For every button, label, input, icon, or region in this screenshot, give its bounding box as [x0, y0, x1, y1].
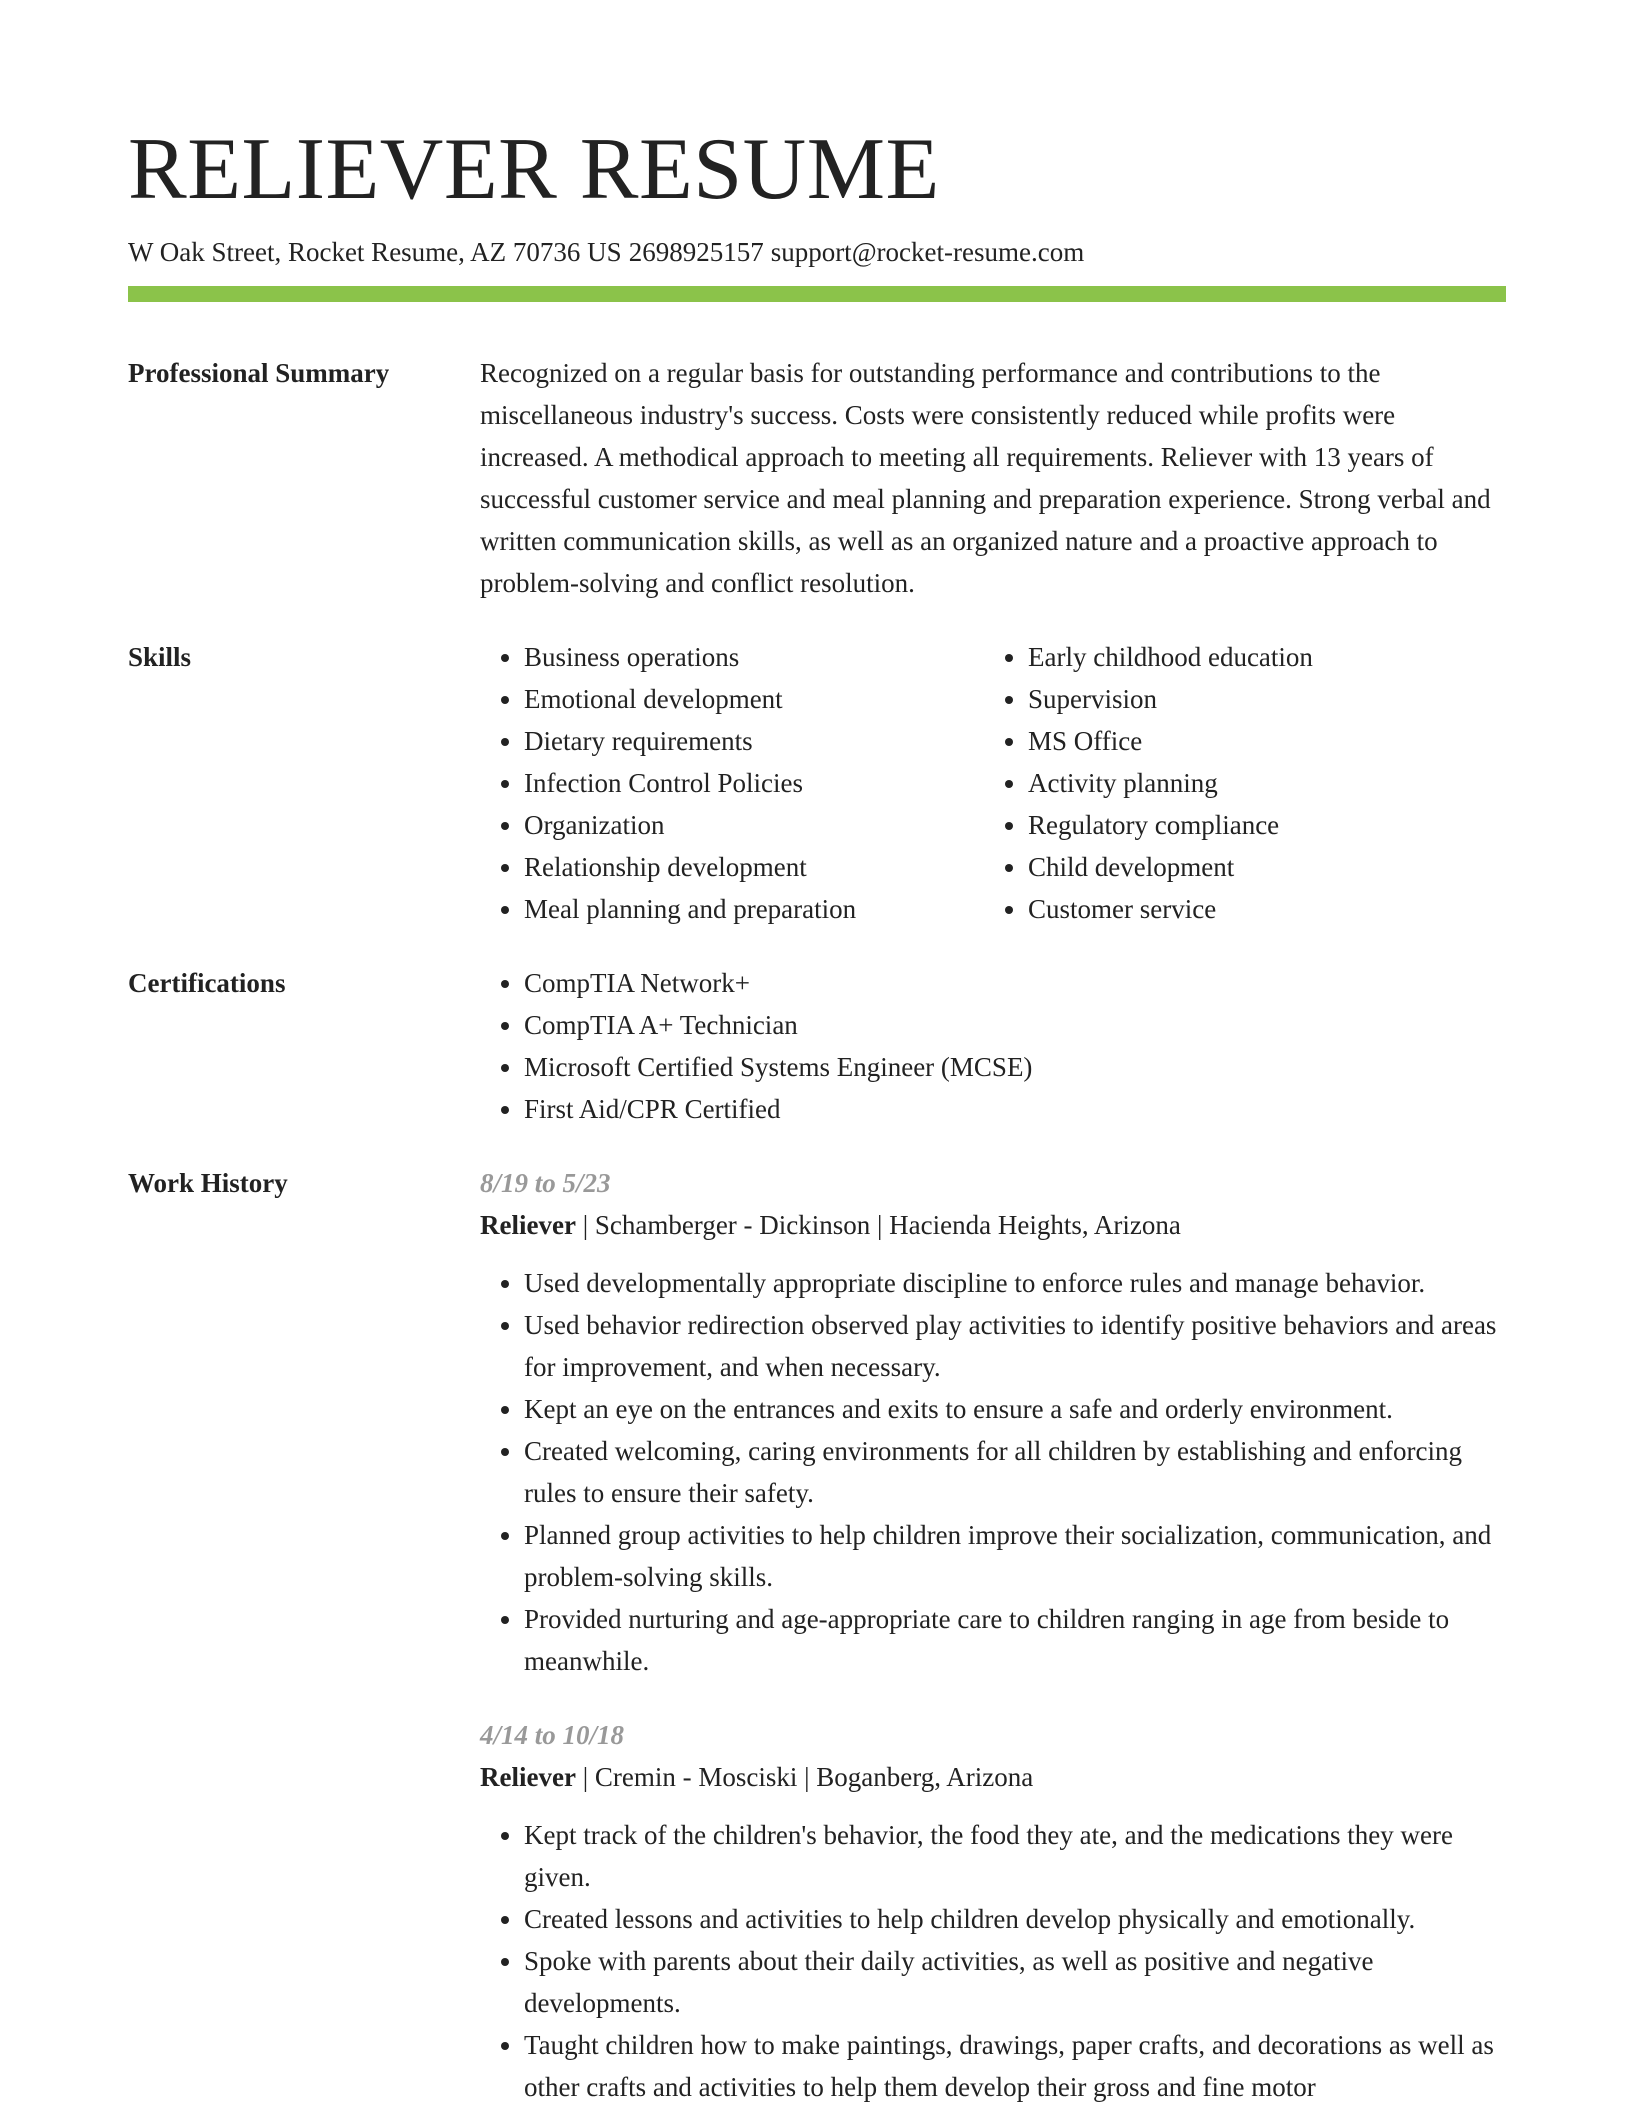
skill-item: • Meal planning and preparation — [524, 888, 984, 930]
certification-item: • First Aid/CPR Certified — [524, 1088, 1506, 1130]
job-dates: 4/14 to 10/18 — [480, 1720, 625, 1750]
skill-item: • Regulatory compliance — [1028, 804, 1488, 846]
contact-address: W Oak Street, Rocket Resume, AZ 70736 US — [128, 237, 622, 267]
skill-item: • Emotional development — [524, 678, 984, 720]
section-label: Skills — [128, 642, 192, 672]
work-history-body — [480, 1162, 1506, 2108]
resume-name: RELIEVER RESUME — [128, 121, 940, 218]
job-bullet: • Spoke with parents about their daily activities, as well as positive and negative developments. — [524, 1940, 1506, 2024]
skill-item: • Infection Control Policies — [524, 762, 984, 804]
section-work-history — [128, 1162, 1506, 2108]
skill-item: • Organization — [524, 804, 984, 846]
job-title: Reliever — [480, 1210, 576, 1240]
job-bullets — [480, 1814, 1506, 2108]
skill-item: • Early childhood education — [1028, 636, 1488, 678]
job-heading — [480, 1204, 1506, 1246]
skills-body — [480, 636, 1506, 930]
skills-column-left — [480, 636, 984, 930]
contact-phone: 2698925157 — [628, 237, 764, 267]
skill-item: • Business operations — [524, 636, 984, 678]
skill-item: • Dietary requirements — [524, 720, 984, 762]
job-bullet: • Kept an eye on the entrances and exits to ensure a safe and orderly environment. — [524, 1388, 1506, 1430]
skill-item: • MS Office — [1028, 720, 1488, 762]
skill-item: • Activity planning — [1028, 762, 1488, 804]
contact-line — [128, 234, 1506, 270]
skill-item: • Customer service — [1028, 888, 1488, 930]
section-certifications — [128, 962, 1506, 1130]
skill-item: • Supervision — [1028, 678, 1488, 720]
job-dates: 8/19 to 5/23 — [480, 1168, 611, 1198]
header-divider — [128, 286, 1506, 302]
job-heading — [480, 1756, 1506, 1798]
job-bullets — [480, 1262, 1506, 1682]
job-bullet: • Kept track of the children's behavior, the food they ate, and the medications they were given. — [524, 1814, 1506, 1898]
section-label: Certifications — [128, 968, 286, 998]
job-details: | Cremin - Mosciski | Boganberg, Arizona — [575, 1762, 1034, 1792]
contact-email[interactable]: support@rocket-resume.com — [770, 237, 1085, 267]
certification-item: • CompTIA A+ Technician — [524, 1004, 1506, 1046]
job-bullet: • Created lessons and activities to help children develop physically and emotionally. — [524, 1898, 1506, 1940]
section-professional-summary — [128, 352, 1506, 604]
section-skills — [128, 636, 1506, 930]
job-bullet: • Provided nurturing and age-appropriate care to children ranging in age from beside to meanwhile. — [524, 1598, 1506, 1682]
certification-item: • Microsoft Certified Systems Engineer (MCSE) — [524, 1046, 1506, 1088]
skills-column-right — [984, 636, 1488, 930]
job-bullet: • Taught children how to make paintings, drawings, paper crafts, and decorations as well as other crafts and activities to help them develop their gross and fine motor — [524, 2024, 1506, 2108]
skill-item: • Child development — [1028, 846, 1488, 888]
job-details: | Schamberger - Dickinson | Hacienda Heights, Arizona — [575, 1210, 1181, 1240]
skill-item: • Relationship development — [524, 846, 984, 888]
certification-item: • CompTIA Network+ — [524, 962, 1506, 1004]
job-entry — [480, 1162, 1506, 1682]
job-bullet: • Planned group activities to help children improve their socialization, communication, and problem-solving skills. — [524, 1514, 1506, 1598]
summary-text: Recognized on a regular basis for outstanding performance and contributions to the miscellaneous industry's success. Costs were consistently reduced while profits were increased. A methodical approach to meeting all requirements. Reliever with 13 years of successful customer service and meal planning and preparation experience. Strong verbal and written communication skills, as well as an organized nature and a proactive approach to problem-solving and conflict resolution. — [480, 358, 1491, 598]
job-entry — [480, 1714, 1506, 2108]
resume-page — [128, 118, 1506, 2108]
section-label: Work History — [128, 1168, 288, 1198]
certifications-body — [480, 962, 1506, 1130]
job-bullet: • Used behavior redirection observed play activities to identify positive behaviors and areas for improvement, and when necessary. — [524, 1304, 1506, 1388]
job-bullet: • Used developmentally appropriate discipline to enforce rules and manage behavior. — [524, 1262, 1506, 1304]
job-bullet: • Created welcoming, caring environments for all children by establishing and enforcing rules to ensure their safety. — [524, 1430, 1506, 1514]
section-label: Professional Summary — [128, 358, 390, 388]
job-title: Reliever — [480, 1762, 576, 1792]
